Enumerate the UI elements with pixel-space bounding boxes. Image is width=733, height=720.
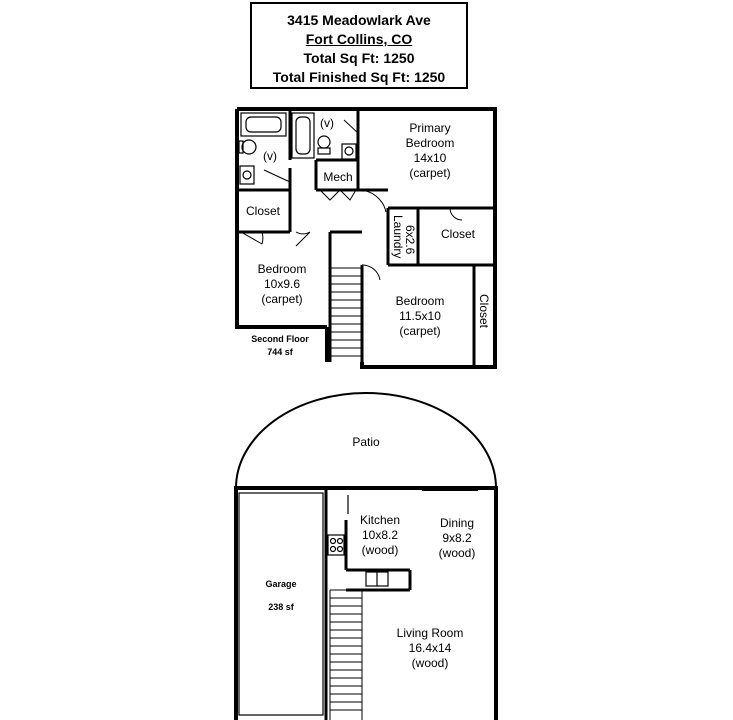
vent-label: (v): [320, 116, 334, 130]
room-name-2: Bedroom: [405, 136, 455, 150]
room-bedroom-left: [245, 262, 319, 307]
room-floor: (carpet): [409, 166, 451, 180]
room-closet-mid: Closet: [440, 227, 475, 241]
room-mech: Mech: [323, 170, 353, 184]
room-size: 9x8.2: [442, 531, 472, 545]
room-floor: (wood): [438, 546, 476, 560]
room-closet-left: Closet: [245, 204, 280, 218]
room-name: Dining: [439, 516, 475, 530]
total-sqft: Total Sq Ft: 1250: [303, 50, 415, 66]
room-size: 14x10: [413, 151, 447, 165]
room-name: Kitchen: [359, 513, 401, 527]
room-closet-right: Closet: [477, 293, 491, 328]
room-size: 16.4x14: [408, 641, 452, 655]
room-name: Garage: [265, 579, 297, 589]
floor-area: 744 sf: [267, 347, 293, 357]
vent-label: (v): [263, 149, 277, 163]
room-floor: (wood): [411, 656, 449, 670]
room-size: 10x8.2: [361, 528, 399, 542]
room-floor: (carpet): [399, 324, 441, 338]
room-laundry-size: 6x2.6: [403, 225, 417, 255]
room-name: Primary: [409, 121, 451, 135]
room-floor: (carpet): [261, 292, 303, 306]
room-bedroom-right: [383, 294, 457, 339]
city: Fort Collins, CO: [305, 31, 413, 47]
room-name: Living Room: [396, 626, 464, 640]
room-living: [390, 626, 470, 671]
property-header: [250, 2, 468, 89]
floor-label: Second Floor: [251, 334, 309, 344]
room-kitchen: [350, 513, 410, 558]
room-primary-bedroom: [395, 121, 465, 181]
room-size: 10x9.6: [263, 277, 301, 291]
room-name: Bedroom: [257, 262, 307, 276]
first-floor-stairs: [330, 590, 362, 720]
second-floor-stairs: [330, 268, 362, 356]
room-area: 238 sf: [268, 602, 294, 612]
room-laundry: Laundry: [391, 215, 405, 259]
room-garage: [250, 578, 312, 614]
room-floor: (wood): [361, 543, 399, 557]
address: 3415 Meadowlark Ave: [287, 12, 431, 28]
total-finished-sqft: Total Finished Sq Ft: 1250: [272, 69, 446, 85]
area-patio: Patio: [352, 435, 380, 449]
second-floor-caption: [240, 333, 320, 359]
room-size: 11.5x10: [399, 309, 441, 323]
room-name: Bedroom: [395, 294, 445, 308]
room-dining: [426, 516, 488, 561]
